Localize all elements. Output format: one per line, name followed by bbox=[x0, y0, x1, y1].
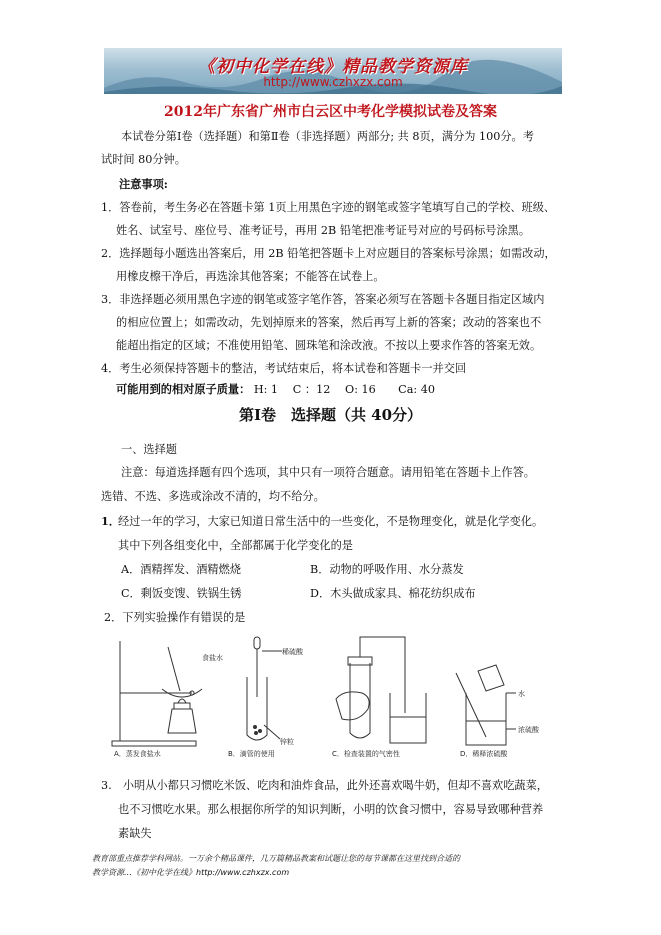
caption-b: B．滴管的使用 bbox=[228, 750, 275, 758]
note-2-line-1: 2．选择题每小题选出答案后，用 2B 铅笔把答题卡上对应题目的答案标号涂黑；如需改动， bbox=[101, 247, 556, 260]
footer-line-2: 教学资源…《初中化学在线》http://www.czhxzx.com bbox=[92, 868, 290, 877]
label-salt-water: 食盐水 bbox=[202, 654, 223, 662]
section-title: 第Ⅰ卷 选择题（共 40分） bbox=[238, 406, 423, 424]
part-heading: 一、选择题 bbox=[121, 443, 177, 456]
page-footer bbox=[92, 852, 592, 880]
q3-line-1: 3. 小明从小都只习惯吃米饭、吃肉和油炸食品，此外还喜欢喝牛奶，但却不喜欢吃蔬菜， bbox=[101, 779, 548, 792]
q1-option-a: A．酒精挥发、酒精燃烧 bbox=[121, 563, 241, 576]
note-4-line-1: 4．考生必须保持答题卡的整洁，考试结束后，将本试卷和答题卡一并交回 bbox=[101, 362, 467, 375]
label-dilute-acid: 稀硫酸 bbox=[282, 648, 303, 656]
header-banner bbox=[104, 48, 562, 94]
q3-line-3: 素缺失 bbox=[118, 827, 152, 840]
note-3-line-2: 的相应位置上；如需改动，先划掉原来的答案，然后再写上新的答案；改动的答案也不 bbox=[116, 316, 542, 329]
caption-d: D．稀释浓硫酸 bbox=[460, 750, 508, 758]
q3-line-2: 也不习惯吃水果。那么根据你所学的知识判断，小明的饮食习惯中，容易导致哪种营养 bbox=[118, 803, 544, 816]
notes-heading: 注意事项: bbox=[119, 177, 168, 191]
q2-apparatus-drawing bbox=[110, 633, 580, 760]
section-note-line-2: 选错、不选、多选或涂改不清的，均不给分。 bbox=[101, 490, 325, 503]
atomic-mass-values: H: 1 C ：12 O: 16 Ca: 40 bbox=[253, 383, 435, 396]
intro-line-2: 试时间 80分钟。 bbox=[101, 153, 186, 166]
label-conc-acid: 浓硫酸 bbox=[518, 726, 539, 734]
note-1-line-1: 1．答卷前，考生务必在答题卡第 1页上用黑色字迹的钢笔或签字笔填写自己的学校、班级、 bbox=[101, 201, 556, 214]
q1-number: 1． bbox=[101, 514, 120, 528]
footer-line-1: 教育部重点推荐学科网站。一万余个精品课件，几万篇精品教案和试题让您的每节课都在这里找到合适的 bbox=[92, 854, 460, 863]
caption-c: C．检查装置的气密性 bbox=[332, 750, 400, 758]
note-1-line-2: 姓名、试室号、座位号、准考证号，再用 2B 铅笔把准考证号对应的号码标号涂黑。 bbox=[116, 224, 531, 237]
section-note-line-1: 注意：每道选择题有四个选项，其中只有一项符合题意。请用铅笔在答题卡上作答。 bbox=[121, 466, 535, 479]
banner-url: http://www.czhxzx.com bbox=[263, 75, 403, 89]
q1-line-1: 经过一年的学习，大家已知道日常生活中的一些变化，不是物理变化，就是化学变化。 bbox=[118, 515, 544, 528]
atomic-mass-label: 可能用到的相对原子质量： bbox=[116, 382, 251, 396]
label-zinc: 锌粒 bbox=[280, 738, 294, 746]
atomic-mass-line bbox=[116, 378, 435, 401]
note-3-line-1: 3．非选择题必须用黑色字迹的钢笔或签字笔作答，答案必须写在答题卡各题目指定区域内 bbox=[101, 293, 545, 306]
label-water: 水 bbox=[518, 690, 525, 698]
intro-line-1: 本试卷分第Ⅰ卷（选择题）和第Ⅱ卷（非选择题）两部分; 共 8页，满分为 100分。考 bbox=[121, 130, 534, 143]
caption-a: A．蒸发食盐水 bbox=[114, 750, 161, 758]
q1-option-d: D．木头做成家具、棉花纺织成布 bbox=[310, 587, 476, 600]
document-title: 2012年广东省广州市白云区中考化学模拟试卷及答案 bbox=[164, 104, 497, 120]
note-3-line-3: 能超出指定的区域；不准使用铅笔、圆珠笔和涂改液。不按以上要求作答的答案无效。 bbox=[116, 339, 542, 352]
banner-title: 《初中化学在线》精品教学资源库 bbox=[198, 57, 468, 77]
note-2-line-2: 用橡皮檫干净后，再选涂其他答案；不能答在试卷上。 bbox=[116, 270, 385, 283]
q1-option-c: C．剩饭变馊、铁锅生锈 bbox=[121, 587, 242, 600]
q2-text: 2．下列实验操作有错误的是 bbox=[104, 611, 246, 624]
q1-option-b: B．动物的呼吸作用、水分蒸发 bbox=[310, 563, 464, 576]
q1-line-2: 其中下列各组变化中，全部都属于化学变化的是 bbox=[118, 539, 353, 552]
q2-figure bbox=[110, 633, 580, 760]
